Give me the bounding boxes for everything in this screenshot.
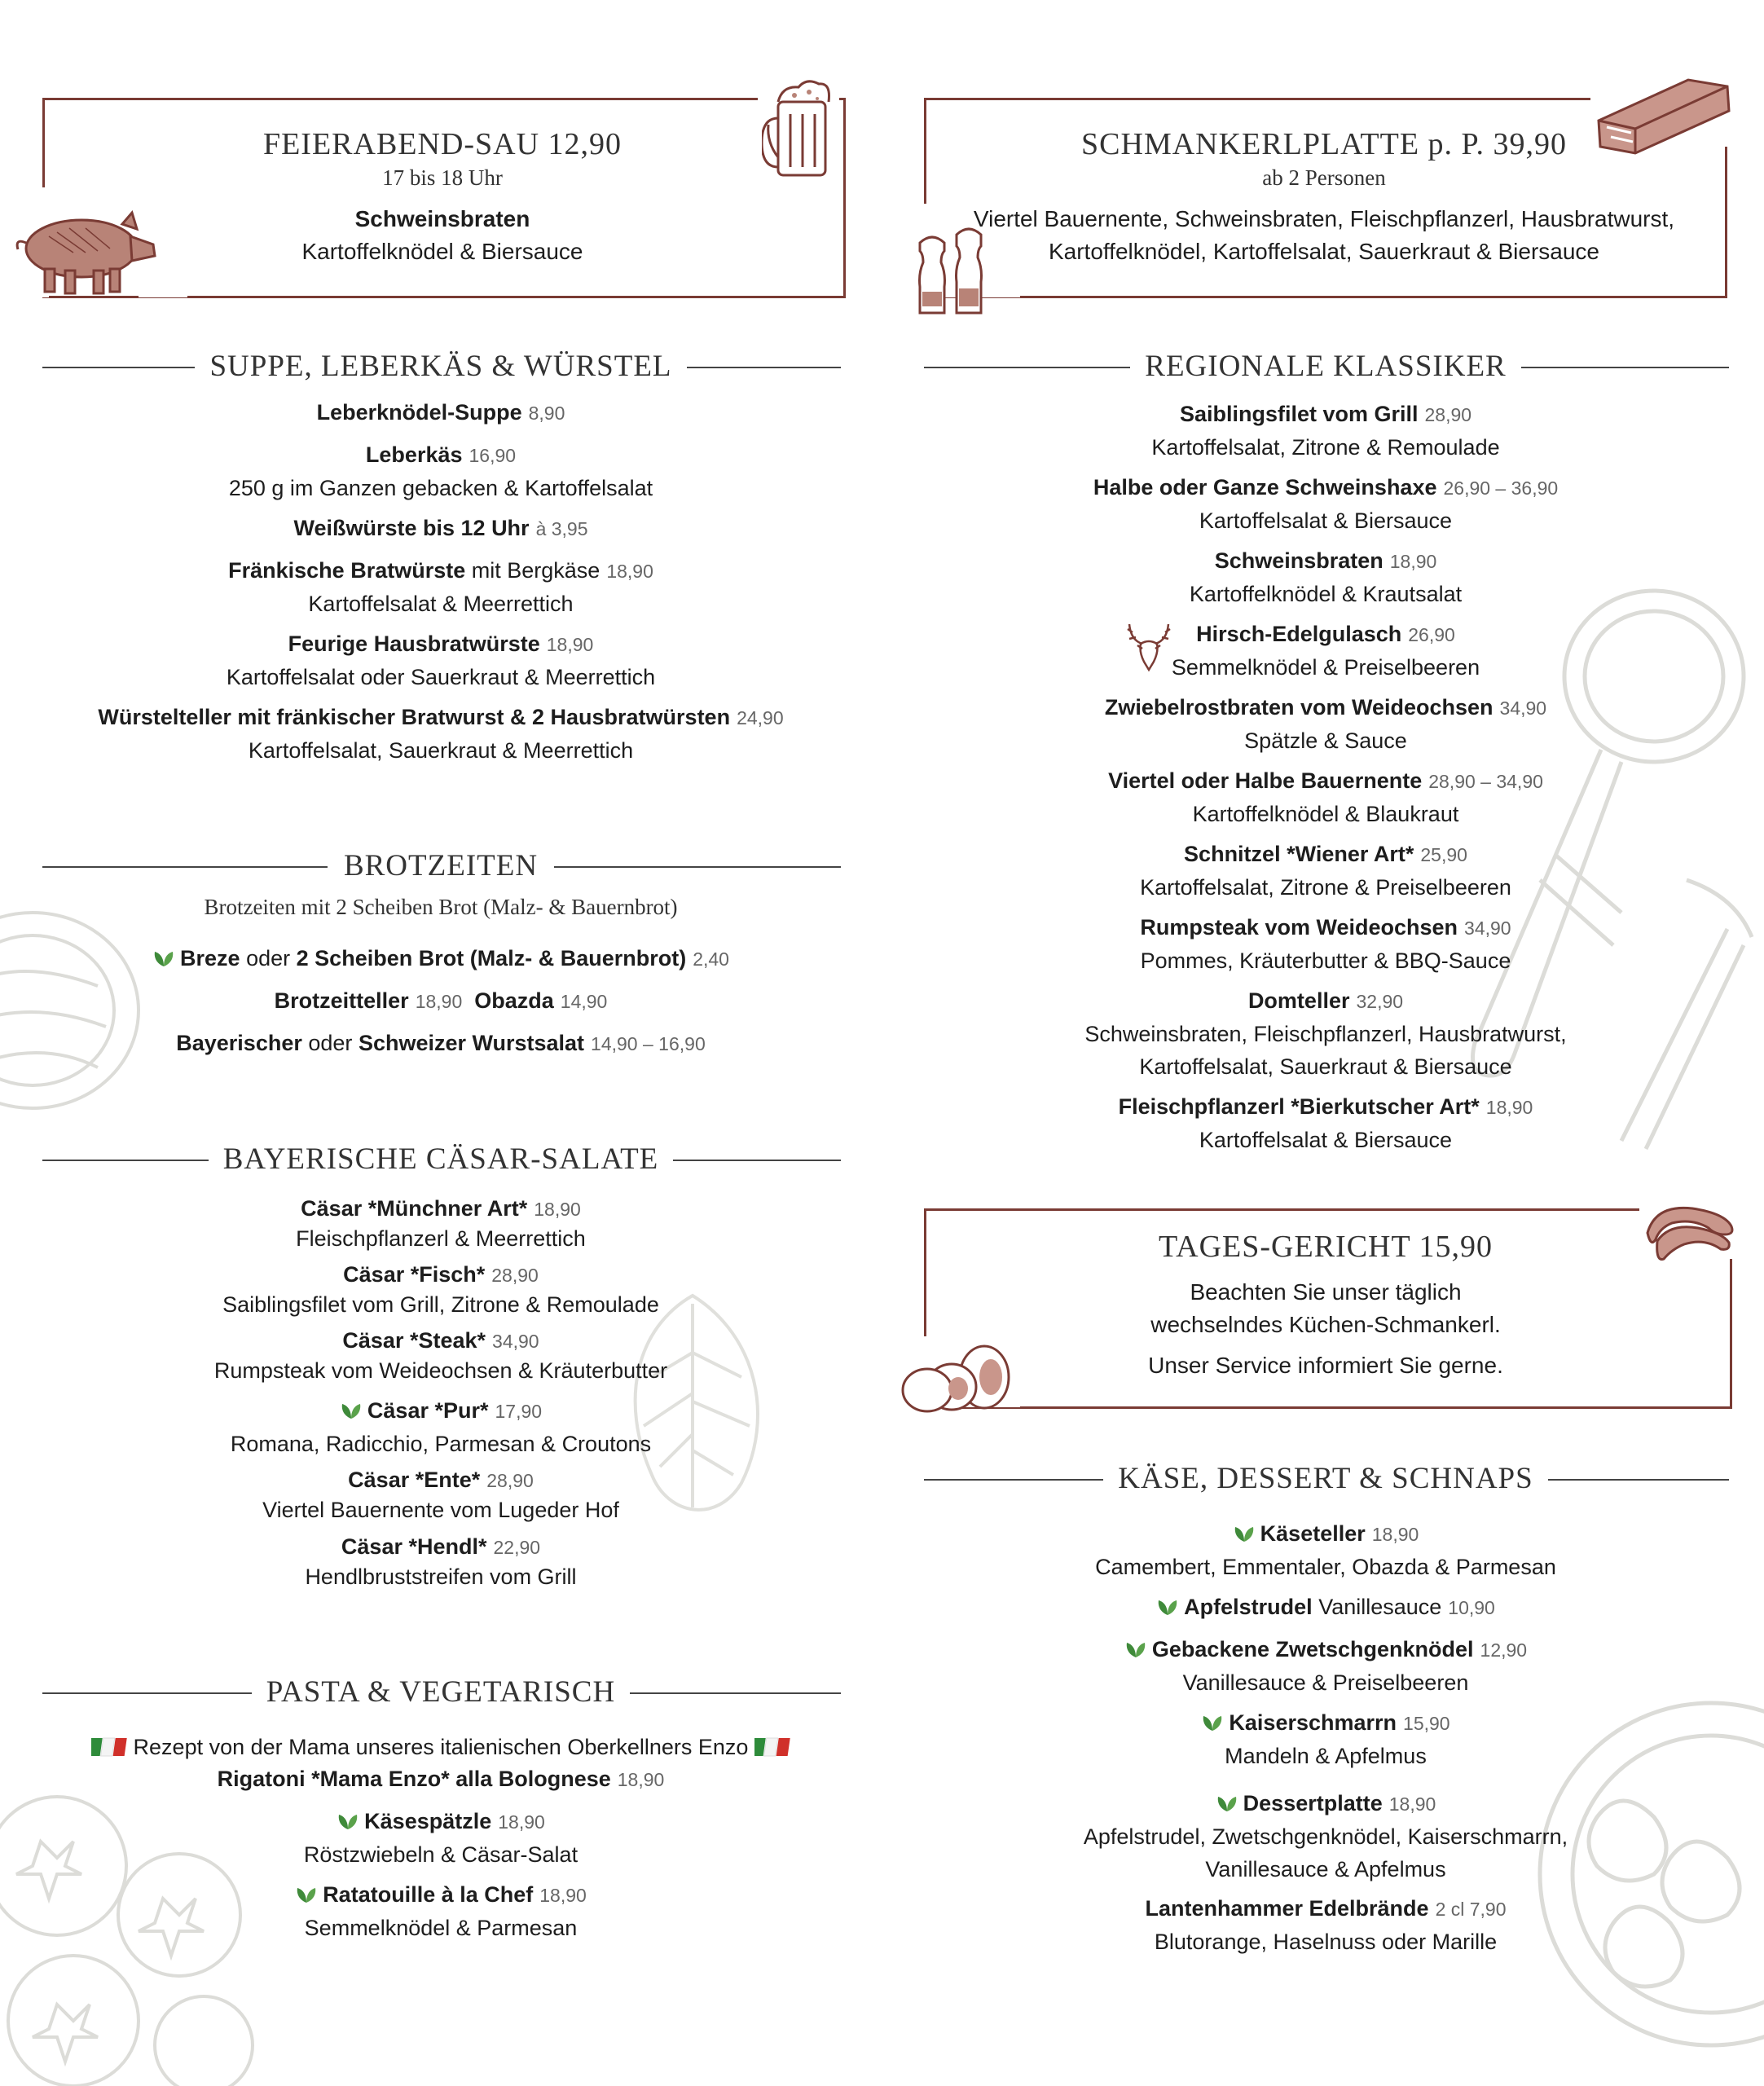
deer-head-icon xyxy=(1126,619,1172,673)
menu-item-wuerstelteller xyxy=(41,701,841,767)
item-price: 10,90 xyxy=(1448,1597,1495,1618)
item-name: Käsespätzle xyxy=(364,1809,492,1833)
item-extra: Vanillesauce xyxy=(1318,1595,1442,1619)
item-price: 28,90 xyxy=(486,1470,534,1491)
item-desc: Spätzle & Sauce xyxy=(1244,728,1407,753)
schmankerl-line1: Viertel Bauernente, Schweinsbraten, Fleischpflanzerl, Hausbratwurst, xyxy=(973,206,1675,231)
item-name: Fleischpflanzerl *Bierkutscher Art* xyxy=(1118,1094,1480,1119)
dumplings-icon xyxy=(895,1336,1017,1418)
vegetarian-leaf-icon xyxy=(295,1886,318,1904)
item-desc: Kartoffelknödel & Krautsalat xyxy=(1189,582,1463,606)
item-price: 2,40 xyxy=(693,948,729,970)
section-kaese-header xyxy=(922,1459,1729,1499)
item-price: 28,90 xyxy=(491,1265,539,1286)
item-name: Weißwürste bis 12 Uhr xyxy=(293,516,530,540)
item-name: Leberkäs xyxy=(365,442,463,467)
item-name: Obazda xyxy=(474,988,554,1013)
item-name: Cäsar *Ente* xyxy=(348,1468,481,1492)
item-desc: Rumpsteak vom Weideochsen & Kräuterbutter xyxy=(213,1358,668,1383)
item-price: 28,90 – 34,90 xyxy=(1428,771,1543,792)
vegetarian-leaf-icon xyxy=(152,950,175,968)
item-price: 18,90 xyxy=(1485,1097,1533,1118)
item-name: Cäsar *Fisch* xyxy=(343,1262,486,1287)
menu-item-edelbraende xyxy=(922,1892,1729,1958)
menu-item-kaiserschmarrn xyxy=(922,1706,1729,1772)
menu-item-caesar-steak xyxy=(41,1326,841,1385)
item-desc: Romana, Radicchio, Parmesan & Croutons xyxy=(230,1432,652,1456)
item-name: Halbe oder Ganze Schweinshaxe xyxy=(1093,475,1437,499)
menu-item-caesar-fisch xyxy=(41,1260,841,1319)
item-name: Gebackene Zwetschgenknödel xyxy=(1151,1637,1474,1661)
menu-item-caesar-muenchner xyxy=(41,1194,841,1253)
item-desc: Kartoffelsalat, Sauerkraut & Meerrettich xyxy=(248,738,634,763)
brotzeiten-intro: Brotzeiten mit 2 Scheiben Brot (Malz- & Bauernbrot) xyxy=(204,895,678,919)
menu-item-schweinsbraten xyxy=(922,544,1729,610)
item-name: Bayerischer xyxy=(176,1031,302,1055)
schmankerl-title: SCHMANKERLPLATTE p. P. 39,90 xyxy=(1081,127,1567,161)
tagesgericht-title: TAGES-GERICHT 15,90 xyxy=(1158,1230,1493,1264)
item-extra: mit Bergkäse xyxy=(471,558,600,583)
section-suppe-header xyxy=(41,346,841,387)
menu-item-zwiebelrostbraten xyxy=(922,691,1729,757)
item-name: Apfelstrudel xyxy=(1184,1595,1313,1619)
menu-item-domteller xyxy=(922,984,1729,1083)
item-desc: Kartoffelsalat & Biersauce xyxy=(1199,1128,1453,1152)
menu-item-fraenkische-bratwuerste xyxy=(41,554,841,620)
item-desc: Vanillesauce & Preiselbeeren xyxy=(1182,1670,1469,1695)
item-desc: Pommes, Kräuterbutter & BBQ-Sauce xyxy=(1140,948,1511,973)
item-desc: Kartoffelsalat & Meerrettich xyxy=(308,592,574,616)
item-price: 22,90 xyxy=(493,1537,541,1558)
menu-item-leberknoedel xyxy=(41,396,841,429)
item-price: 14,90 – 16,90 xyxy=(591,1033,706,1054)
menu-item-feurige-hausbratwuerste xyxy=(41,627,841,693)
menu-item-breze xyxy=(41,942,841,975)
section-regional-title: REGIONALE KLASSIKER xyxy=(1130,350,1520,383)
item-name: Domteller xyxy=(1247,988,1350,1013)
item-desc: Kartoffelsalat, Sauerkraut & Biersauce xyxy=(1139,1054,1512,1079)
item-name: Cäsar *Pur* xyxy=(367,1398,489,1423)
feierabend-sides: Kartoffelknödel & Biersauce xyxy=(301,239,583,264)
item-price: 18,90 xyxy=(546,634,594,655)
item-desc: Fleischpflanzerl & Meerrettich xyxy=(296,1226,586,1251)
feierabend-dish: Schweinsbraten xyxy=(354,206,530,231)
menu-item-weisswuerste xyxy=(41,512,841,545)
item-desc: Apfelstrudel, Zwetschgenknödel, Kaiserschmarrn, xyxy=(1083,1824,1568,1849)
item-desc: Kartoffelsalat & Biersauce xyxy=(1199,508,1453,533)
italian-flag-icon xyxy=(754,1736,790,1758)
item-price: 34,90 xyxy=(1499,698,1547,719)
menu-item-wurstsalat xyxy=(41,1027,841,1060)
item-price: 25,90 xyxy=(1420,844,1467,865)
section-pasta-header xyxy=(41,1672,841,1713)
schmankerl-sub: ab 2 Personen xyxy=(1262,165,1386,190)
menu-item-caesar-ente xyxy=(41,1465,841,1525)
menu-item-brotzeitteller xyxy=(41,984,841,1018)
item-price: 18,90 xyxy=(1388,1793,1436,1815)
menu-item-kaesespaetzle xyxy=(41,1805,841,1871)
menu-item-caesar-hendl xyxy=(41,1532,841,1591)
item-price: 18,90 xyxy=(1389,551,1437,572)
item-desc: Kartoffelsalat, Zitrone & Preiselbeeren xyxy=(1140,875,1511,900)
item-name: Breze xyxy=(180,946,240,970)
menu-item-fleischpflanzerl xyxy=(922,1090,1729,1156)
item-name: Kaiserschmarrn xyxy=(1229,1710,1397,1735)
item-price: 34,90 xyxy=(1464,918,1511,939)
item-price: 14,90 xyxy=(560,991,608,1012)
menu-item-zwetschgenknoedel xyxy=(922,1633,1729,1699)
tagesgericht-line2: wechselndes Küchen-Schmankerl. xyxy=(1150,1312,1501,1337)
section-caesar-header xyxy=(41,1139,841,1180)
item-price: 18,90 xyxy=(606,561,653,582)
item-price: 2 cl 7,90 xyxy=(1435,1899,1507,1920)
item-price: 24,90 xyxy=(737,707,784,728)
vegetarian-leaf-icon xyxy=(1156,1599,1179,1617)
item-price: 8,90 xyxy=(528,403,565,424)
vegetarian-leaf-icon xyxy=(1216,1795,1238,1813)
section-brotzeiten-title: BROTZEITEN xyxy=(329,849,552,882)
item-name: Cäsar *Hendl* xyxy=(341,1534,487,1559)
item-desc: Vanillesauce & Apfelmus xyxy=(1205,1857,1446,1881)
bacon-icon xyxy=(1590,72,1737,161)
section-caesar-title: BAYERISCHE CÄSAR-SALATE xyxy=(209,1142,674,1176)
item-price: 15,90 xyxy=(1403,1713,1450,1734)
item-name: Zwiebelrostbraten vom Weideochsen xyxy=(1104,695,1493,720)
italian-flag-icon xyxy=(91,1736,127,1758)
item-price: 26,90 xyxy=(1408,624,1455,645)
vegetarian-leaf-icon xyxy=(1233,1525,1256,1543)
item-desc: Schweinsbraten, Fleischpflanzerl, Hausbratwurst, xyxy=(1084,1022,1567,1046)
item-name: Brotzeitteller xyxy=(274,988,409,1013)
sausage-icon xyxy=(1639,1196,1737,1261)
item-desc: Viertel Bauernente vom Lugeder Hof xyxy=(262,1498,619,1522)
item-price: 18,90 xyxy=(415,991,463,1012)
feierabend-title: FEIERABEND-SAU 12,90 xyxy=(262,127,622,161)
item-price: 28,90 xyxy=(1424,404,1472,425)
item-desc: Kartoffelsalat oder Sauerkraut & Meerrettich xyxy=(226,665,656,689)
item-desc: Kartoffelsalat, Zitrone & Remoulade xyxy=(1151,435,1500,460)
menu-item-rigatoni xyxy=(41,1763,841,1796)
item-desc: Camembert, Emmentaler, Obazda & Parmesan xyxy=(1095,1555,1556,1579)
item-price: 17,90 xyxy=(495,1401,543,1422)
vegetarian-leaf-icon xyxy=(340,1402,363,1420)
menu-item-apfelstrudel xyxy=(922,1591,1729,1624)
item-name: Ratatouille à la Chef xyxy=(323,1882,534,1907)
schmankerl-line2: Kartoffelknödel, Kartoffelsalat, Sauerkraut & Biersauce xyxy=(1048,239,1600,264)
menu-item-leberkaes xyxy=(41,438,841,504)
item-name: Schweizer Wurstsalat xyxy=(358,1031,585,1055)
menu-item-hirschgulasch xyxy=(922,618,1729,684)
item-name: Fränkische Bratwürste xyxy=(228,558,466,583)
item-price: 18,90 xyxy=(1371,1524,1419,1545)
item-name: Feurige Hausbratwürste xyxy=(288,632,540,656)
item-desc: Blutorange, Haselnuss oder Marille xyxy=(1154,1930,1498,1954)
section-suppe-title: SUPPE, LEBERKÄS & WÜRSTEL xyxy=(195,350,686,383)
pig-icon xyxy=(8,204,163,297)
section-regional-header xyxy=(922,346,1729,387)
item-price: 18,90 xyxy=(498,1811,545,1833)
item-name: Würstelteller mit fränkischer Bratwurst & 2 Hausbratwürsten xyxy=(98,705,731,729)
item-price: 18,90 xyxy=(539,1885,587,1906)
pasta-intro xyxy=(41,1731,841,1763)
section-kaese-title: KÄSE, DESSERT & SCHNAPS xyxy=(1103,1462,1547,1495)
section-brotzeiten-header xyxy=(41,846,841,887)
vegetarian-leaf-icon xyxy=(1124,1641,1147,1659)
salt-pepper-icon xyxy=(908,227,997,320)
tagesgericht-line3: Unser Service informiert Sie gerne. xyxy=(1148,1353,1503,1378)
item-price: à 3,95 xyxy=(535,518,588,539)
section-pasta-title: PASTA & VEGETARISCH xyxy=(252,1675,630,1709)
vegetarian-leaf-icon xyxy=(337,1813,359,1831)
pasta-intro-text: Rezept von der Mama unseres italienischen Oberkellners Enzo xyxy=(133,1735,749,1759)
item-desc: Semmelknödel & Parmesan xyxy=(304,1916,578,1940)
item-price: 34,90 xyxy=(492,1331,539,1352)
item-name: Cäsar *Steak* xyxy=(342,1328,486,1353)
menu-item-ratatouille xyxy=(41,1878,841,1944)
menu-item-dessertplatte xyxy=(922,1787,1729,1886)
menu-item-schnitzel xyxy=(922,838,1729,904)
item-price: 12,90 xyxy=(1480,1639,1528,1661)
item-name: Schnitzel *Wiener Art* xyxy=(1184,842,1414,866)
menu-item-rumpsteak xyxy=(922,911,1729,977)
item-name: Viertel oder Halbe Bauernente xyxy=(1108,768,1423,793)
tagesgericht-line1: Beachten Sie unser täglich xyxy=(1190,1279,1462,1305)
item-price: 16,90 xyxy=(468,445,517,466)
item-price: 26,90 – 36,90 xyxy=(1443,477,1559,499)
menu-item-kaeseteller xyxy=(922,1517,1729,1583)
menu-item-schweinshaxe xyxy=(922,471,1729,537)
item-name: Saiblingsfilet vom Grill xyxy=(1179,402,1419,426)
menu-item-bauernente xyxy=(922,764,1729,830)
item-desc: Kartoffelknödel & Blaukraut xyxy=(1192,802,1459,826)
item-connector: oder xyxy=(308,1031,353,1055)
item-name: Cäsar *Münchner Art* xyxy=(301,1196,528,1221)
item-price: 32,90 xyxy=(1356,991,1404,1012)
item-name: Leberknödel-Suppe xyxy=(316,400,522,425)
item-desc: Hendlbruststreifen vom Grill xyxy=(305,1564,577,1589)
item-name: Schweinsbraten xyxy=(1214,548,1383,573)
item-desc: Röstzwiebeln & Cäsar-Salat xyxy=(303,1842,578,1867)
item-name: Rumpsteak vom Weideochsen xyxy=(1140,915,1458,940)
item-name: Hirsch-Edelgulasch xyxy=(1196,622,1402,646)
menu-item-caesar-pur xyxy=(41,1394,841,1460)
item-desc: Semmelknödel & Preiselbeeren xyxy=(1171,655,1480,680)
vegetarian-leaf-icon xyxy=(1201,1714,1224,1732)
feierabend-time: 17 bis 18 Uhr xyxy=(382,165,503,190)
item-connector: oder xyxy=(246,946,291,970)
item-name: Käseteller xyxy=(1260,1521,1366,1546)
item-name: Rigatoni *Mama Enzo* alla Bolognese xyxy=(217,1767,611,1791)
item-desc: Mandeln & Apfelmus xyxy=(1225,1744,1427,1768)
beer-mug-icon xyxy=(762,77,843,183)
item-price: 18,90 xyxy=(617,1769,665,1790)
item-name: Dessertplatte xyxy=(1243,1791,1383,1815)
menu-item-saiblingsfilet xyxy=(922,398,1729,464)
item-desc: 250 g im Ganzen gebacken & Kartoffelsalat xyxy=(228,476,653,500)
item-name: Lantenhammer Edelbrände xyxy=(1145,1896,1429,1921)
item-name: 2 Scheiben Brot (Malz- & Bauernbrot) xyxy=(296,946,687,970)
item-desc: Saiblingsfilet vom Grill, Zitrone & Remoulade xyxy=(222,1292,659,1317)
item-price: 18,90 xyxy=(534,1199,581,1220)
